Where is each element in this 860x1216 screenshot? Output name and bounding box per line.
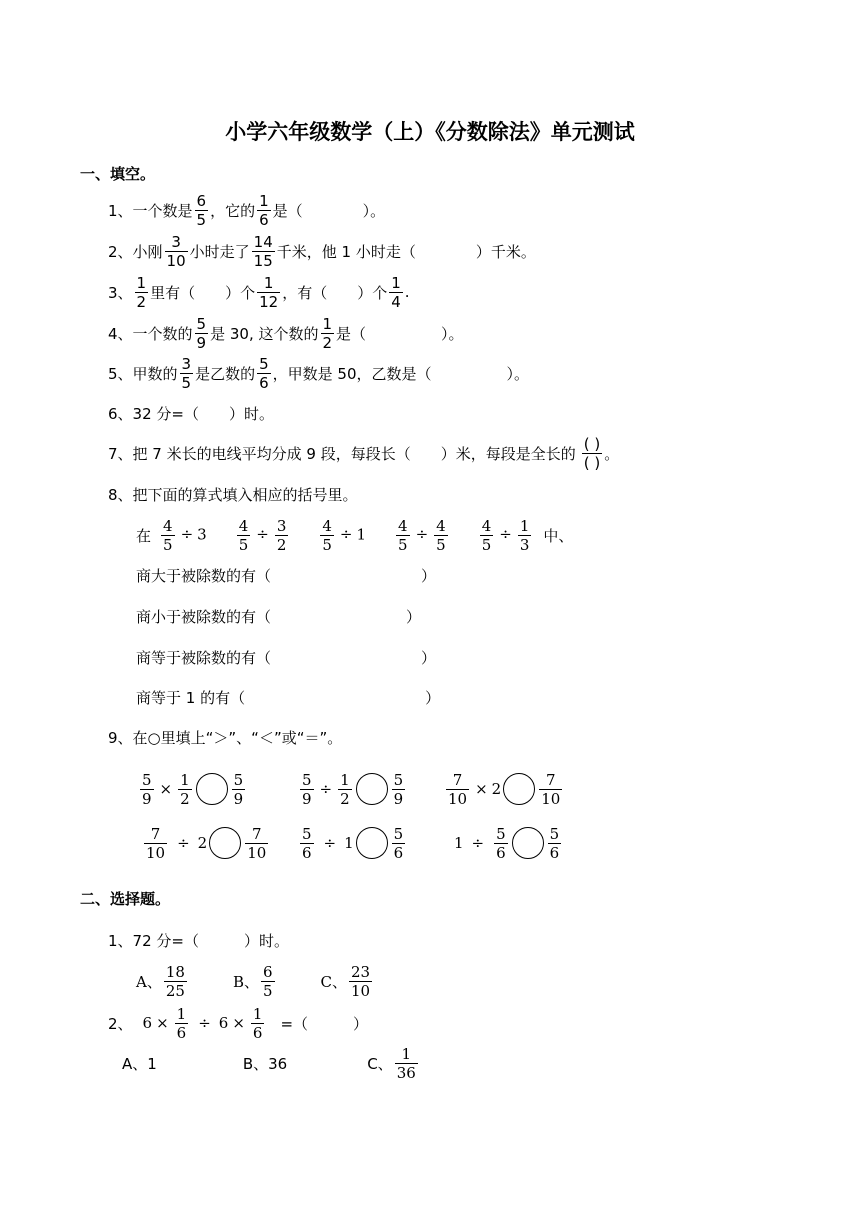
q1-text-b: ，它的	[210, 201, 256, 220]
q5-text-a: 5、甲数的	[108, 364, 178, 383]
page-title: 小学六年级数学（上）《分数除法》单元测试	[225, 120, 635, 144]
section2-heading: 二、选择题。	[80, 890, 171, 908]
compare-circle[interactable]	[356, 773, 388, 805]
q3-text-c: ，有（ ）个	[282, 283, 388, 302]
fraction: $\frac{4}{5}$	[238, 516, 249, 554]
fraction: 5 6	[259, 354, 269, 392]
fraction: $\frac{4}{5}$	[481, 516, 492, 554]
q7-text-b: 。	[604, 444, 620, 463]
compare-circle[interactable]	[196, 773, 228, 805]
q3-text-b: 里有（ ）个	[150, 283, 256, 302]
q1-line	[108, 187, 385, 233]
s2-q1-line: 1、72 分=（ ）时。	[108, 931, 289, 950]
q8-expr-4	[394, 517, 450, 554]
operand: 3	[197, 525, 207, 543]
fraction: $\frac{4}{5}$	[163, 516, 173, 554]
fraction: 5 9	[196, 314, 207, 352]
s2-q2-options: A、1 B、36 C、 1 36	[122, 1044, 416, 1082]
fraction: $\frac{4}{5}$	[398, 516, 408, 554]
q8-expr-3	[318, 517, 366, 554]
s2-q2-line: 2、 6 × $\frac{1}{6}$ ÷ 6 × $\frac{1}{6}$ =（ ）	[108, 1004, 369, 1042]
q1-text-a: 1、一个数是	[108, 201, 193, 220]
divide-sign: ÷	[499, 525, 512, 543]
q1-text-c: 是（ ）。	[272, 201, 386, 220]
q8-row-equal: 商等于被除数的有（ ）	[136, 648, 437, 667]
q9-line	[108, 714, 342, 760]
q4-text-c: 是（ ）。	[336, 324, 464, 343]
q9-text-a: 9、在○里填上“＞”、“＜”或“＝”。	[108, 728, 343, 747]
fraction: 1 2	[136, 273, 147, 311]
fraction: 14 15	[253, 232, 273, 270]
q8-expr-1	[159, 517, 207, 554]
option-b[interactable]: B、	[232, 972, 259, 991]
q3-line	[108, 269, 410, 315]
option-c[interactable]: C、	[320, 972, 347, 991]
q8-row-one: 商等于 1 的有（ ）	[136, 688, 441, 707]
q8-tail: 中、	[543, 526, 574, 545]
divide-sign: ÷	[415, 525, 429, 543]
divide-sign: ÷	[339, 525, 353, 543]
divide-sign: ÷	[256, 525, 269, 543]
option-b[interactable]: B、36	[242, 1054, 288, 1073]
q9-row1-item3: $\frac{7}{10}$ × 2 7 10	[448, 770, 561, 808]
fraction: $\frac{4}{5}$	[436, 516, 446, 554]
compare-circle[interactable]	[356, 827, 388, 859]
q4-text-b: 是 30, 这个数的	[210, 324, 319, 343]
fraction: 1 4	[391, 273, 401, 311]
q8-line	[108, 471, 358, 517]
q8-row-greater: 商大于被除数的有（ ）	[136, 566, 437, 585]
s2-q1-options: A、 18 25 B、 6 5 C、 23 10	[136, 962, 371, 1000]
divide-sign: ÷	[180, 525, 194, 543]
q9-row1-item1: $\frac{5}{9}$ × $\frac{1}{2}$ 5 9	[142, 770, 244, 808]
compare-circle[interactable]	[209, 827, 241, 859]
q8-lead: 在	[136, 526, 152, 545]
q9-row1-item2: $\frac{5}{9}$ ÷ $\frac{1}{2}$ 5 9	[302, 770, 404, 808]
q2-line	[108, 228, 536, 274]
fraction-blank: ( ) ( )	[583, 434, 601, 472]
q4-text-a: 4、一个数的	[108, 324, 193, 343]
operand: 1	[356, 525, 367, 543]
fraction: $\frac{3}{2}$	[276, 516, 287, 554]
q7-text-a: 7、把 7 米长的电线平均分成 9 段，每段长（ ）米，每段是全长的	[108, 444, 576, 463]
q2-text-c: 千米，他 1 小时走（ ）千米。	[276, 242, 536, 261]
q6-text-a: 6、32 分=（ ）时。	[108, 404, 274, 423]
fraction: $\frac{1}{3}$	[519, 516, 530, 554]
section1-heading: 一、填空。	[80, 165, 156, 183]
q3-text-d: .	[404, 283, 410, 301]
q8-expr-5	[478, 517, 534, 554]
q9-row2-item3: 1 ÷ $\frac{5}{6}$ 5 6	[454, 824, 560, 862]
compare-circle[interactable]	[512, 827, 544, 859]
option-c[interactable]: C、	[367, 1054, 393, 1073]
fraction: 3 5	[181, 354, 192, 392]
fraction: 1 2	[322, 314, 333, 352]
option-a[interactable]: A、	[136, 972, 162, 991]
q9-row2-item1: $\frac{7}{10}$ ÷ 2 7 10	[146, 824, 267, 862]
q5-text-c: ，甲数是 50，乙数是（ ）。	[272, 364, 530, 383]
q2-text-a: 2、小刚	[108, 242, 163, 261]
q3-text-a: 3、	[108, 283, 133, 302]
fraction: 1 12	[259, 273, 279, 311]
q8-text-a: 8、把下面的算式填入相应的括号里。	[108, 485, 358, 504]
fraction: 1 6	[259, 191, 269, 229]
q9-row2-item2: $\frac{5}{6}$ ÷ 1 5 6	[302, 824, 404, 862]
q8-row-less: 商小于被除数的有（ ）	[136, 607, 422, 626]
fraction: $\frac{4}{5}$	[322, 516, 332, 554]
q5-text-b: 是乙数的	[195, 364, 256, 383]
fraction: 6 5	[196, 191, 207, 229]
q2-text-b: 小时走了	[189, 242, 250, 261]
option-a[interactable]: A、1	[122, 1054, 157, 1073]
q8-expr-2	[235, 517, 291, 554]
fraction: 3 10	[166, 232, 186, 270]
q7-line	[108, 430, 619, 476]
compare-circle[interactable]	[503, 773, 535, 805]
